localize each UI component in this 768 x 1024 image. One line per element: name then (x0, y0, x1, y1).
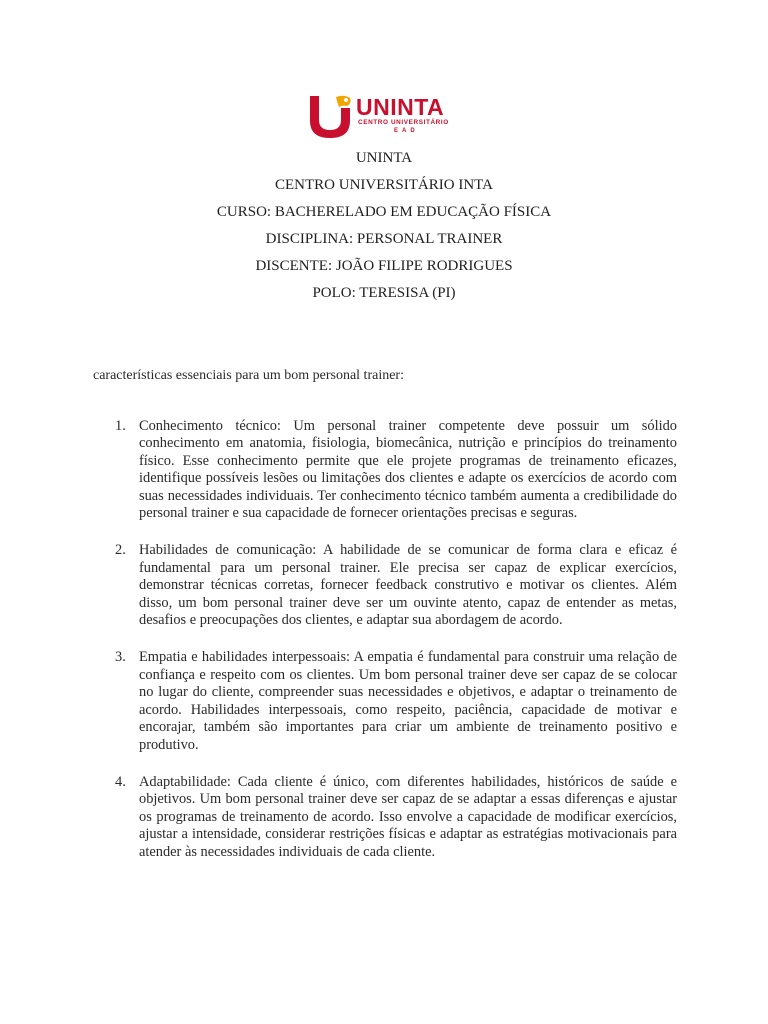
list-item-text: Empatia e habilidades interpessoais: A empatia é fundamental para construir uma relação de confiança e respeito com os clientes. Um bom personal trainer deve ser capaz de se colocar no lugar do cliente, compreender suas necessidades e objetivos, e adaptar o treinamento de acordo. Habilidades interpessoais, como respeito, paciência, capacidade de motivar e encorajar, também são importantes para criar um ambiente de treinamento positivo e produtivo. (139, 649, 677, 753)
header-course: CURSO: BACHERELADO EM EDUCAÇÃO FÍSICA (216, 204, 552, 220)
logo-wordmark: UNINTA (356, 94, 445, 120)
list-item-number: 1. (115, 418, 126, 434)
document-header (0, 148, 768, 310)
uninta-logo-mark-icon (306, 94, 354, 140)
list-item (93, 542, 677, 629)
characteristics-list (93, 418, 677, 861)
intro-paragraph: características essenciais para um bom personal trainer: (93, 368, 404, 383)
list-item (93, 649, 677, 753)
list-item-number: 4. (115, 773, 126, 790)
header-campus: POLO: TERESISA (PI) (312, 285, 456, 301)
uninta-logo (306, 94, 466, 140)
list-item-number: 3. (115, 649, 126, 666)
header-center: CENTRO UNIVERSITÁRIO INTA (275, 177, 493, 193)
list-item (93, 774, 677, 861)
list-item (93, 418, 677, 522)
header-discipline: DISCIPLINA: PERSONAL TRAINER (265, 231, 503, 247)
list-item-text: Habilidades de comunicação: A habilidade de se comunicar de forma clara e eficaz é fundamental para um personal trainer. Ele precisa ser capaz de explicar exercícios, demonstrar técnicas corretas, fornecer feedback construtivo e motivar os clientes. Além disso, um bom personal trainer deve ser um ouvinte atento, capaz de entender as metas, desafios e preocupações dos clientes, e adaptar sua abordagem de acordo. (139, 542, 677, 629)
header-student: DISCENTE: JOÃO FILIPE RODRIGUES (255, 258, 513, 274)
list-item-text: Conhecimento técnico: Um personal trainer competente deve possuir um sólido conhecimento em anatomia, fisiologia, biomecânica, nutrição e princípios do treinamento físico. Esse conhecimento permite que ele projete programas de treinamento eficazes, identifique possíveis lesões ou limitações dos clientes e adapte os exercícios de acordo com suas necessidades individuais. Ter conhecimento técnico também aumenta a credibilidade do personal trainer e sua capacidade de fornecer orientações precisas e seguras. (139, 418, 677, 522)
logo-subtitle: CENTRO UNIVERSITÁRIO (358, 119, 449, 126)
header-institution: UNINTA (355, 150, 413, 166)
list-item-text: Adaptabilidade: Cada cliente é único, com diferentes habilidades, históricos de saúde e objetivos. Um bom personal trainer deve ser capaz de se adaptar a essas diferenças e ajustar os programas de treinamento de acordo. Isso envolve a capacidade de modificar exercícios, ajustar a intensidade, considerar restrições físicas e adaptar as estratégias motivacionais para atender às necessidades individuais de cada cliente. (139, 773, 677, 860)
list-item-number: 2. (115, 542, 126, 559)
logo-ead: EAD (394, 128, 419, 134)
